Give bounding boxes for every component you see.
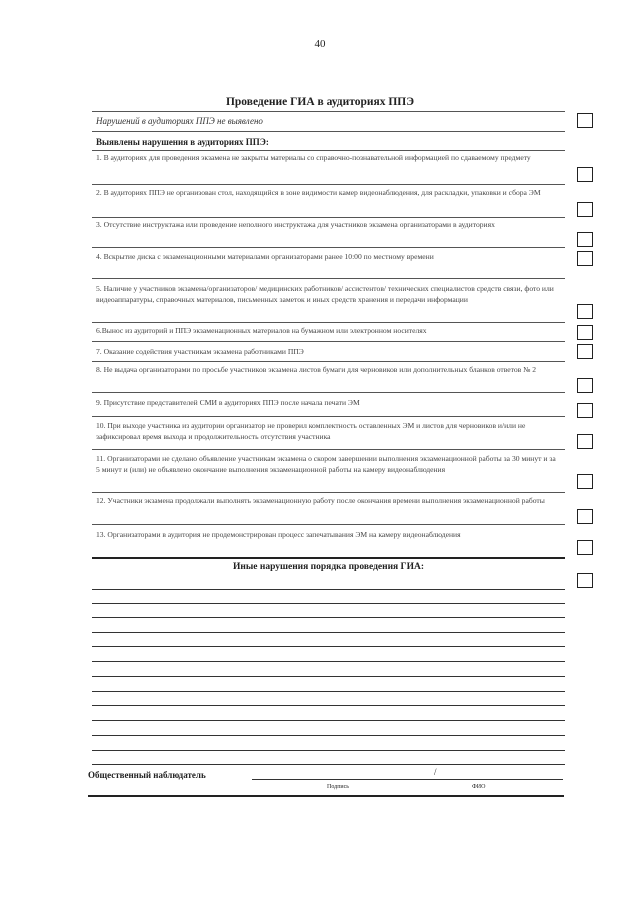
write-in-line[interactable] — [92, 646, 565, 647]
violation-item-11: 11. Организаторами не сделано объявление участникам экзамена о скором завершении выполнения экзаменационной работы за 30 минут и за 5 минут и (или) не объявлено окончание выполнения экзаменационной работы на камеру видеонаблюдения — [96, 454, 556, 474]
page-title: Проведение ГИА в аудиториях ППЭ — [225, 96, 415, 108]
violation-item-8: 8. Не выдача организаторами по просьбе участников экзамена листов бумаги для черновиков или дополнительных бланков ответов № 2 — [96, 365, 537, 374]
page-number: 40 — [314, 38, 326, 50]
rule — [92, 416, 565, 417]
bottom-rule — [88, 795, 564, 797]
signature-line[interactable] — [252, 779, 563, 780]
write-in-line[interactable] — [92, 632, 565, 633]
violation-item-4: 4. Вскрытие диска с экзаменационными материалами организаторами ранее 10:00 по местному времени — [96, 252, 434, 261]
rule — [92, 217, 565, 218]
signature-caption: Подпись — [327, 784, 350, 790]
write-in-line[interactable] — [92, 735, 565, 736]
checkbox-violation-11[interactable] — [577, 474, 593, 489]
checkbox-other-violations[interactable] — [577, 573, 593, 588]
checkbox-violation-5[interactable] — [577, 304, 593, 319]
signature-separator: / — [434, 767, 437, 777]
write-in-line[interactable] — [92, 661, 565, 662]
checkbox-violation-6[interactable] — [577, 325, 593, 340]
violation-item-1: 1. В аудиториях для проведения экзамена не закрыты материалы со справочно-познавательной информацией по сдаваемому предмету — [96, 153, 531, 162]
rule — [92, 524, 565, 525]
rule-top — [92, 111, 565, 112]
write-in-line[interactable] — [92, 720, 565, 721]
violation-item-9: 9. Присутствие представителей СМИ в аудиториях ППЭ после начала печати ЭМ — [96, 398, 360, 407]
checkbox-no-violations[interactable] — [577, 113, 593, 128]
write-in-line[interactable] — [92, 603, 565, 604]
observer-label: Общественный наблюдатель — [88, 770, 206, 780]
violation-item-6: 6.Вынос из аудиторий и ППЭ экзаменационных материалов на бумажном или электронном носителях — [96, 326, 427, 335]
write-in-line[interactable] — [92, 589, 565, 590]
checkbox-violation-7[interactable] — [577, 344, 593, 359]
write-in-line[interactable] — [92, 705, 565, 706]
violation-item-2: 2. В аудиториях ППЭ не организован стол, находящийся в зоне видимости камер видеонаблюдения, для раскладки, упаковки и сбора ЭМ — [96, 188, 541, 197]
checkbox-violation-2[interactable] — [577, 202, 593, 217]
rule — [92, 341, 565, 342]
checkbox-violation-3[interactable] — [577, 232, 593, 247]
write-in-line[interactable] — [92, 691, 565, 692]
violation-item-3: 3. Отсутствие инструктажа или проведение неполного инструктажа для участников экзамена организаторами в аудиториях — [96, 220, 495, 229]
fio-caption: ФИО — [472, 784, 486, 790]
violation-item-5: 5. Наличие у участников экзамена/организаторов/ медицинских работников/ ассистентов/ технических специалистов средств связи, фото или видеоаппаратуры, справочных материалов, письменных заметок и иных средств хранения и передачи информации — [96, 284, 554, 304]
rule — [92, 247, 565, 248]
checkbox-violation-4[interactable] — [577, 251, 593, 266]
rule — [92, 492, 565, 493]
write-in-line[interactable] — [92, 764, 565, 765]
no-violations-label: Нарушений в аудиториях ППЭ не выявлено — [96, 116, 263, 126]
checkbox-violation-10[interactable] — [577, 434, 593, 449]
rule — [92, 361, 565, 362]
violation-item-12: 12. Участники экзамена продолжали выполнять экзаменационную работу после окончания времени выполнения экзаменационной работы — [96, 496, 545, 505]
checkbox-violation-9[interactable] — [577, 403, 593, 418]
write-in-line[interactable] — [92, 617, 565, 618]
rule — [92, 150, 565, 151]
checkbox-violation-8[interactable] — [577, 378, 593, 393]
rule — [92, 392, 565, 393]
violation-item-7: 7. Оказание содействия участникам экзамена работниками ППЭ — [96, 347, 304, 356]
violation-item-10: 10. При выходе участника из аудитории организатор не проверил комплектность оставленных ЭМ и листов для черновиков и/или не зафиксировал время выхода и продолжительность отсутствия участника — [96, 421, 526, 441]
rule — [92, 184, 565, 185]
rule — [92, 449, 565, 450]
rule — [92, 557, 565, 559]
checkbox-violation-1[interactable] — [577, 167, 593, 182]
write-in-line[interactable] — [92, 676, 565, 677]
rule — [92, 131, 565, 132]
violations-header: Выявлены нарушения в аудиториях ППЭ: — [96, 137, 269, 147]
checkbox-violation-12[interactable] — [577, 509, 593, 524]
write-in-line[interactable] — [92, 750, 565, 751]
checkbox-violation-13[interactable] — [577, 540, 593, 555]
rule — [92, 322, 565, 323]
rule — [92, 278, 565, 279]
violation-item-13: 13. Организаторами в аудитория не продемонстрирован процесс запечатывания ЭМ на камеру видеонаблюдения — [96, 530, 461, 539]
other-violations-title: Иные нарушения порядка проведения ГИА: — [232, 562, 425, 572]
